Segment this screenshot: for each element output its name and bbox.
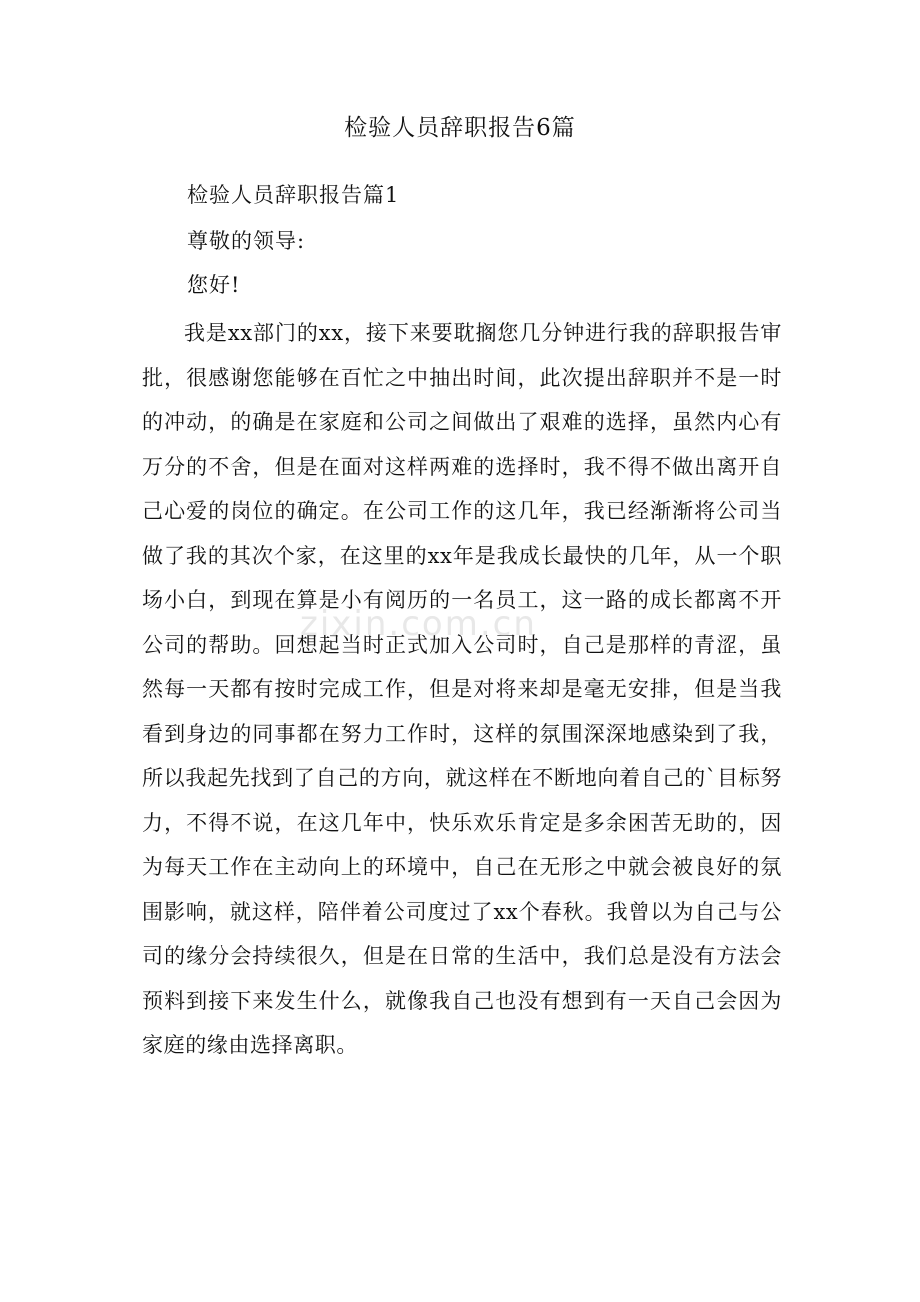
watermark: zixin.com.cn (300, 604, 537, 644)
body-paragraph: 我是xx部门的xx，接下来要耽搁您几分钟进行我的辞职报告审批，很感谢您能够在百忙之中抽出时间，此次提出辞职并不是一时的冲动，的确是在家庭和公司之间做出了艰难的选择，虽然内心有万分的不舍，但是在面对这样两难的选择时，我不得不做出离开自己心爱的岗位的确定。在公司工作的这几年，我已经渐渐将公司当做了我的其次个家，在这里的xx年是我成长最快的几年，从一个职场小白，到现在算是小有阅历的一名员工，这一路的成长都离不开公司的帮助。回想起当时正式加入公司时，自己是那样的青涩，虽然每一天都有按时完成工作，但是对将来却是毫无安排，但是当我看到身边的同事都在努力工作时，这样的氛围深深地感染到了我，所以我起先找到了自己的方向，就这样在不断地向着自己的`目标努力，不得不说，在这几年中，快乐欢乐肯定是多余困苦无助的，因为每天工作在主动向上的环境中，自己在无形之中就会被良好的氛围影响，就这样，陪伴着公司度过了xx个春秋。我曾以为自己与公司的缘分会持续很久，但是在日常的生活中，我们总是没有方法会预料到接下来发生什么，就像我自己也没有想到有一天自己会因为家庭的缘由选择离职。 (142, 321, 782, 1057)
salutation: 尊敬的领导: (187, 229, 306, 253)
greeting: 您好! (187, 273, 241, 297)
section-heading: 检验人员辞职报告篇1 (187, 183, 400, 207)
document-title: 检验人员辞职报告6篇 (344, 115, 576, 141)
